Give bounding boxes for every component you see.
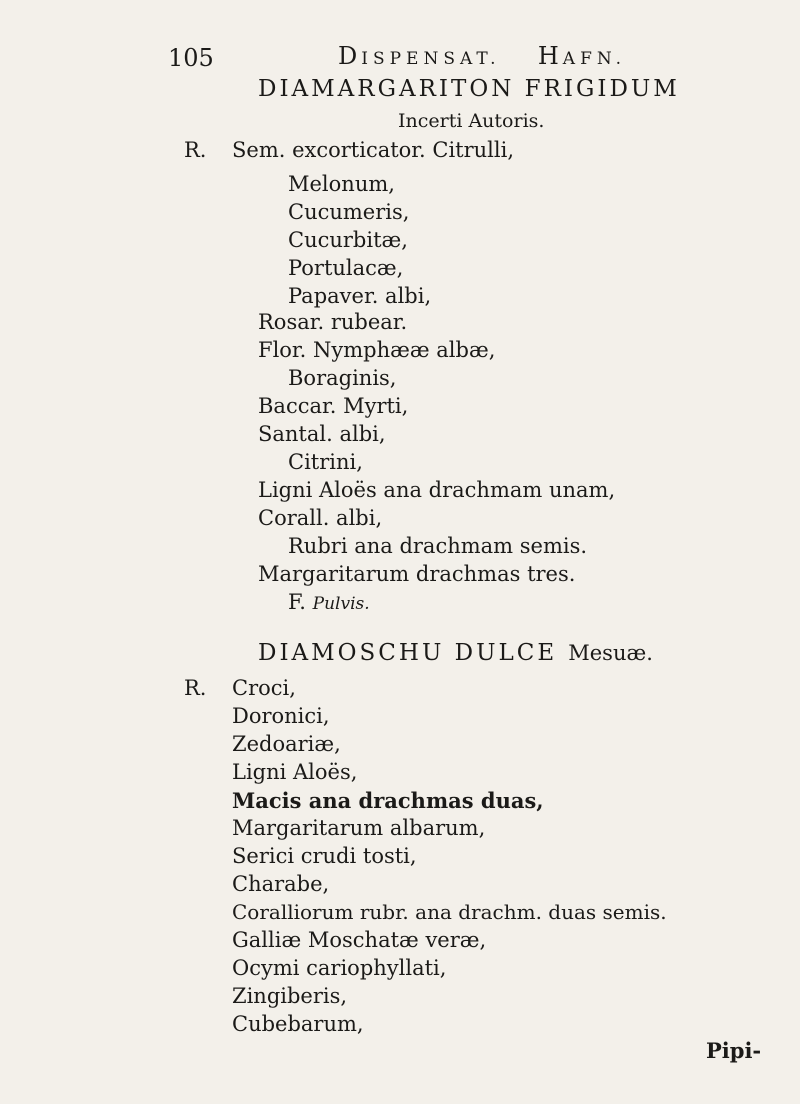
section1-final-prefix: F. [288, 590, 306, 614]
section2-line: Serici crudi tosti, [232, 844, 417, 868]
running-head-word1: ISPENSAT. [361, 49, 501, 69]
section2-title-suffix: Mesuæ. [568, 641, 653, 665]
section1-line: Portulacæ, [288, 256, 404, 280]
section1-line: Baccar. Myrti, [258, 394, 409, 418]
section1-line: Corall. albi, [258, 506, 383, 530]
section1-line: Melonum, [288, 172, 395, 196]
section2-line: Croci, [232, 676, 296, 700]
section2-line: Doronici, [232, 704, 330, 728]
section2-line: Zingiberis, [232, 984, 348, 1008]
section1-line: Cucurbitæ, [288, 228, 408, 252]
section1-line: Margaritarum drachmas tres. [258, 562, 576, 586]
section1-line: Santal. albi, [258, 422, 386, 446]
section1-subtitle: Incerti Autoris. [398, 110, 545, 132]
section1-line: Rosar. rubear. [258, 310, 408, 334]
section1-line: Rubri ana drachmam semis. [288, 534, 588, 558]
section2-line: Zedoariæ, [232, 732, 341, 756]
section1-line: Cucumeris, [288, 200, 410, 224]
section1-line: Flor. Nymphææ albæ, [258, 338, 496, 362]
section2-title: DIAMOSCHU DULCE [258, 640, 558, 666]
section2-line: Ligni Aloës, [232, 760, 358, 784]
section1-line: Boraginis, [288, 366, 397, 390]
section1-line: Ligni Aloës ana drachmam unam, [258, 478, 616, 502]
section2-heading [258, 640, 653, 666]
section2-line: Coralliorum rubr. ana drachm. duas semis. [232, 900, 667, 924]
catchword: Pipi- [706, 1038, 762, 1063]
section1-line: Papaver. albi, [288, 284, 432, 308]
section1-final-word: Pulvis. [312, 594, 370, 614]
running-head-word2: AFN. [562, 49, 627, 69]
section1-recipe-marker: R. [184, 138, 207, 162]
running-head [338, 42, 626, 70]
section2-line: Ocymi cariophyllati, [232, 956, 447, 980]
section1-line: Citrini, [288, 450, 363, 474]
section2-line: Macis ana drachmas duas, [232, 788, 544, 813]
page-number: 105 [168, 44, 214, 72]
section2-recipe-marker: R. [184, 676, 207, 700]
section2-line: Galliæ Moschatæ veræ, [232, 928, 487, 952]
running-head-initial: D [338, 42, 362, 70]
section1-final [288, 590, 370, 614]
section1-title: DIAMARGARITON FRIGIDUM [258, 76, 680, 102]
section1-line: Sem. excorticator. Citrulli, [232, 138, 515, 162]
section2-line: Margaritarum albarum, [232, 816, 486, 840]
section2-line: Cubebarum, [232, 1012, 364, 1036]
section2-line: Charabe, [232, 872, 330, 896]
running-head-letter2: H [537, 42, 563, 70]
